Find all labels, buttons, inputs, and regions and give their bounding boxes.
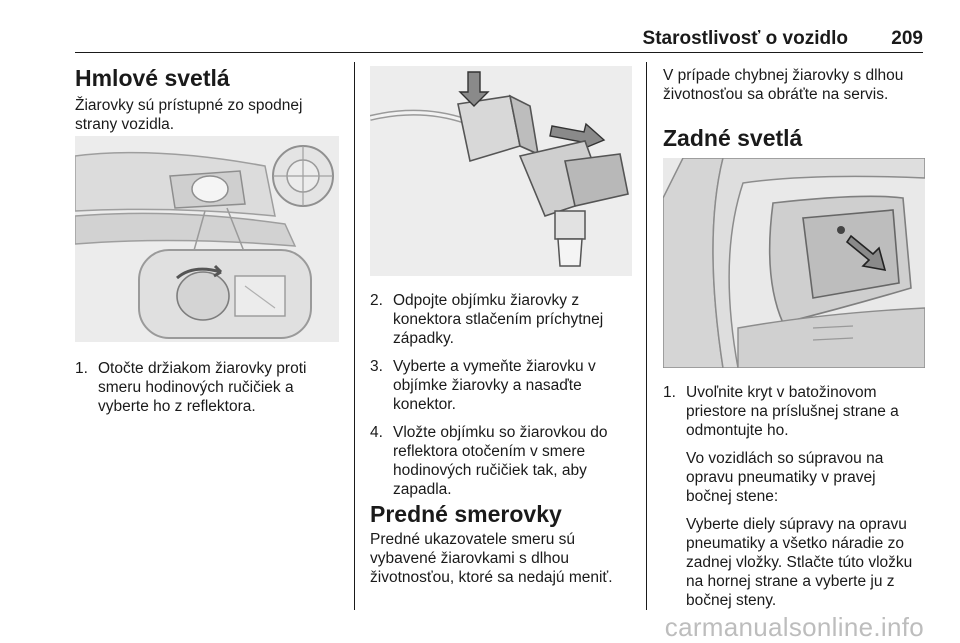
column-divider [646,62,647,610]
rear-step-list [663,383,933,610]
step-note-tire-kit: Vo vozidlách so súpravou na opravu pneumatiky v pravej bočnej stene: [686,450,884,505]
watermark: carmanualsonline.info [664,612,924,642]
bulb-step-list [370,291,632,499]
list-item: 2. Odpojte objímku žiarovky z konektora stlačením príchytnej západky. [370,292,604,347]
page-header [75,26,923,53]
trunk-cover-drawing [663,158,925,368]
section-title: Starostlivosť o vozidlo [642,28,848,49]
list-item: 1. Uvoľnite kryt v batožinovom priestore na príslušnej strane a odmontujte ho. [663,384,899,439]
list-item: 1. Otočte držiakom žiarovky proti smeru hodinových ručičiek a vyberte ho z reflektora. [75,360,307,415]
bulb-socket-drawing [370,66,632,276]
list-item: 4. Vložte objímku so žiarovkou do reflektora otočením v smere hodinových ručičiek tak, aby zapadla. [370,424,608,498]
turn-signals-heading: Predné smerovky [370,501,562,527]
column-divider [354,62,355,610]
turn-signals-paragraph: Predné ukazovatele smeru sú vybavené žiarovkami s dlhou životnosťou, ktoré sa nedajú meniť. [370,531,613,586]
list-item: 3. Vyberte a vymeňte žiarovku v objímke žiarovky a nasaďte konektor. [370,358,596,413]
trunk-cover-illustration [663,158,925,368]
fog-light-illustration [75,136,339,342]
service-note: V prípade chybnej žiarovky s dlhou životnosťou sa obráťte na servis. [663,67,904,103]
bulb-socket-illustration [370,66,632,276]
fog-light-drawing [75,136,339,342]
fog-step-list [75,359,343,416]
fog-lights-intro: Žiarovky sú prístupné zo spodnej strany vozidla. [75,97,303,133]
fog-lights-heading: Hmlové svetlá [75,65,230,91]
page-number: 209 [891,28,923,49]
step-note-remove-insert: Vyberte diely súpravy na opravu pneumatiky a všetko náradie zo zadnej vložky. Stlačte túto vložku na hornej strane a vyberte ju z bočnej steny. [686,516,913,609]
rear-lights-heading: Zadné svetlá [663,125,803,151]
